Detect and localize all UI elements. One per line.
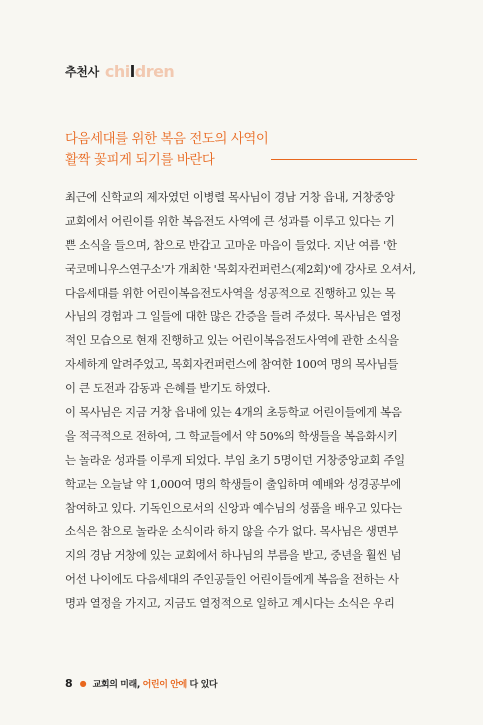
chapter-title-line: 다음세대를 위한 복음 전도의 사역이 (65, 132, 269, 147)
section-label: 추천사 (65, 64, 99, 79)
book-title-part-1: 교회의 미래, (92, 680, 143, 690)
book-title-part-2: 다 있다 (186, 680, 218, 690)
chapter-title (65, 129, 268, 171)
section-word-accent: l (129, 61, 135, 81)
body-line: 는 놀라운 성과를 이루게 되었다. 부임 초기 5명이던 거창중앙교회 주일 (65, 452, 405, 467)
body-line: 지의 경남 거창에 있는 교회에서 하나님의 부름을 받고, 중년을 훨씬 넘 (65, 548, 402, 563)
section-header (65, 58, 174, 84)
body-line: 명과 열정을 가지고, 지금도 열정적으로 일하고 계시다는 소식은 우리 (65, 596, 395, 611)
body-line: 어선 나이에도 다음세대의 주인공들인 어린이들에게 복음을 전하는 사 (65, 572, 399, 587)
body-line: 최근에 신학교의 제자였던 이병렬 목사님이 경남 거창 읍내, 거창중앙 (65, 190, 395, 204)
section-word-part-2: dren (134, 61, 175, 81)
book-title (93, 677, 218, 690)
body-line: 이 목사님은 지금 거창 읍내에 있는 4개의 초등학교 어린이들에게 복음 (65, 405, 402, 420)
body-line: 국코메니우스연구소'가 개최한 '목회자컨퍼런스(제2회)'에 강사로 오셔서, (65, 261, 416, 276)
title-divider (271, 159, 417, 160)
body-line: 소식은 참으로 놀라운 소식이라 하지 않을 수가 없다. 목사님은 생면부 (65, 524, 398, 539)
body-text (65, 186, 420, 616)
section-word-part-1: chi (104, 61, 130, 81)
page-footer (65, 677, 217, 690)
page-number: 8 (65, 677, 73, 690)
body-line: 을 적극적으로 전하여, 그 학교들에서 약 50%의 학생들을 복음화시키 (65, 428, 398, 443)
chapter-title-line: 활짝 꽃피게 되기를 바란다 (65, 153, 215, 168)
section-decorative-word (105, 62, 174, 81)
body-line: 자세하게 알려주었고, 목회자컨퍼런스에 참여한 100여 명의 목사님들 (65, 357, 399, 372)
body-line: 쁜 소식을 들으며, 참으로 반갑고 고마운 마음이 들었다. 지난 여름 '한 (65, 237, 397, 252)
body-line: 학교는 오늘날 약 1,000여 명의 학생들이 출입하며 예배와 성경공부에 (65, 476, 401, 491)
body-line: 다음세대를 위한 어린이복음전도사역을 성공적으로 진행하고 있는 목 (65, 285, 396, 300)
book-title-highlight: 어린이 안에 (142, 680, 187, 690)
body-line: 이 큰 도전과 감동과 은혜를 받기도 하였다. (65, 381, 271, 396)
body-line: 참여하고 있다. 기독인으로서의 신앙과 예수님의 성품을 배우고 있다는 (65, 500, 402, 515)
body-line: 교회에서 어린이를 위한 복음전도 사역에 큰 성과를 이루고 있다는 기 (65, 213, 395, 228)
body-line: 사님의 경험과 그 일들에 대한 많은 간증을 들려 주셨다. 목사님은 열정 (65, 309, 402, 324)
bullet-icon: ● (79, 679, 87, 688)
body-line: 적인 모습으로 현재 진행하고 있는 어린이복음전도사역에 관한 소식을 (65, 333, 399, 348)
